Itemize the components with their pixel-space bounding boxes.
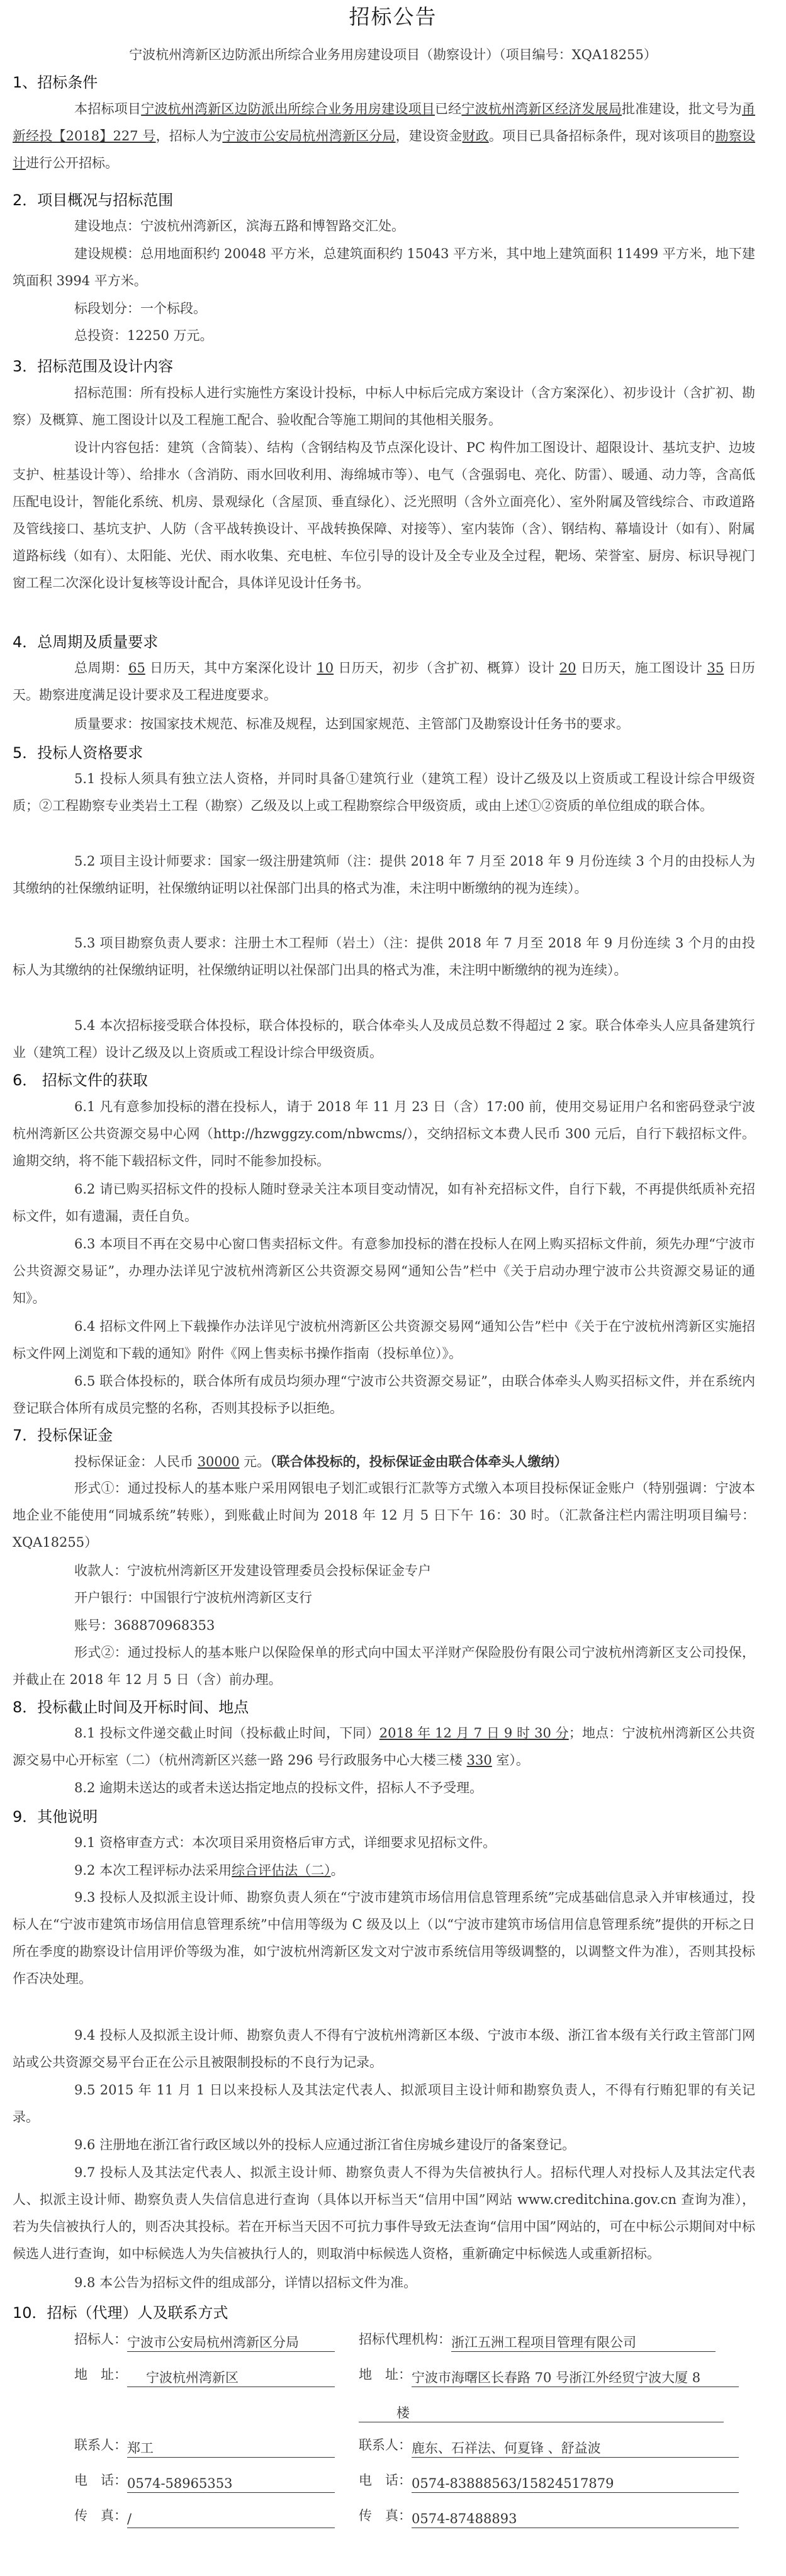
obtain-6-3: 6.3 本项目不再在交易中心窗口售卖招标文件。有意参加投标的潜在投标人在网上购买招标文件前，须先办理“宁波市公共资源交易证”，办理办法详见宁波杭州湾新区公共资源交易网“通知公告”栏中《关于启动办理宁波市公共资源交易证的通知》。	[13, 1236, 755, 1306]
opening-room: 330	[466, 1753, 492, 1768]
section-division: 标段划分：一个标段。	[74, 301, 206, 316]
bid-bond-account: 账号：368870968353	[74, 1618, 215, 1633]
section-7-heading: 7．投标保证金	[13, 1426, 113, 1444]
section-1-paragraph: 本招标项目宁波杭州湾新区边防派出所综合业务用房建设项目已经宁波杭州湾新区经济发展局批准建设，批文号为甬新经投【2018】227 号，招标人为宁波市公安局杭州湾新区分局，建设资金财政。项目已具备招标条件，现对该项目的勘察设计进行公开招标。	[13, 101, 756, 171]
section-9-heading: 9．其他说明	[13, 1808, 98, 1826]
note-9-3: 9.3 投标人及拟派主设计师、勘察负责人须在“宁波市建筑市场信用信息管理系统”完成基础信息录入并审核通过，投标人在“宁波市建筑市场信用信息管理系统”中信用等级为 C 级及以上（以“宁波市建筑市场信用信息管理系统”提供的开标之日所在季度的勘察设计信用评价等级为准，如宁波杭州湾新区发文对宁波市系统信用等级调整的，以调整文件为准），否则其投标作否决处理。	[13, 1890, 755, 1986]
tender-scope: 勘察设计	[13, 128, 756, 171]
period-preliminary: 20	[559, 660, 576, 675]
contact-tenderer-address: 地 址： 宁波杭州湾新区	[74, 2362, 335, 2387]
note-9-6: 9.6 注册地在浙江省行政区域以外的投标人应通过浙江省住房城乡建设厅的备案登记。	[74, 2137, 576, 2152]
note-9-7: 9.7 投标人及其法定代表人、拟派主设计师、勘察负责人不得为失信被执行人。招标代理人对投标人及其法定代表人、拟派主设计师、勘察负责人失信信息进行查询（具体以开标当天“信用中国”网站 www.creditchina.gov.cn 查询为准），若为失信被执行人的，则否决其投标。若在开标当天因不可抗力事件导致无法查询“信用中国”网站的，可在中标公示期间对中标候选人进行查询，如中标候选人为失信被执行人的，则取消中标候选人资格，重新确定中标候选人或重新招标。	[13, 2165, 755, 2261]
construction-location: 建设地点：宁波杭州湾新区，滨海五路和博智路交汇处。	[74, 218, 405, 234]
section-5-heading: 5．投标人资格要求	[13, 744, 143, 762]
obtain-6-5: 6.5 联合体投标的，联合体所有成员均须办理“宁波市公共资源交易证”，由联合体牵头人购买招标文件，并在系统内登记联合体所有成员完整的名称，否则其投标予以拒绝。	[13, 1374, 755, 1416]
contact-tenderer-fax: 传 真：/	[74, 2503, 335, 2528]
project-name: 宁波杭州湾新区边防派出所综合业务用房建设项目	[141, 101, 435, 116]
tenderer-phone-value: 0574-58965353	[127, 2475, 335, 2493]
contact-tenderer: 招标人：宁波市公安局杭州湾新区分局	[74, 2327, 335, 2352]
note-9-4: 9.4 投标人及拟派主设计师、勘察负责人不得有宁波杭州湾新区本级、宁波市本级、浙江省本级有关行政主管部门网站或公共资源交易平台正在公示且被限制投标的不良行为记录。	[13, 2028, 755, 2070]
contact-agency-fax: 传 真：0574-87488893	[359, 2503, 739, 2528]
period-construction: 35	[707, 660, 724, 675]
tender-scope-paragraph: 招标范围：所有投标人进行实施性方案设计投标，中标人中标后完成方案设计（含方案深化）、初步设计（含扩初、勘察）及概算、施工图设计以及工程施工配合、验收配合等施工期间的其他相关服务。	[13, 385, 755, 427]
agency-value: 浙江五洲工程项目管理有限公司	[451, 2334, 716, 2352]
qualification-5-3: 5.3 项目勘察负责人要求：注册土木工程师（岩土）（注：提供 2018 年 7 月至 2018 年 9 月份连续 3 个月的由投标人为其缴纳的社保缴纳证明，社保缴纳证明以社保部门出具的格式为准，未注明中断缴纳的视为连续）。	[13, 935, 755, 978]
approving-org: 宁波杭州湾新区经济发展局	[461, 101, 622, 116]
qualification-5-1: 5.1 投标人须具有独立法人资格，并同时具备①建筑行业（建筑工程）设计乙级及以上资质或工程设计综合甲级资质；②工程勘察专业类岩土工程（勘察）乙级及以上或工程勘察综合甲级资质，或由上述①②资质的单位组成的联合体。	[13, 771, 755, 813]
agency-address-value: 宁波市海曙区长春路 70 号浙江外经贸宁波大厦 8	[412, 2369, 739, 2387]
approval-number: 甬新经投【2018】227 号	[13, 101, 756, 144]
tenderer-person-value: 郑工	[127, 2439, 335, 2458]
design-content-paragraph: 设计内容包括：建筑（含简装）、结构（含钢结构及节点深化设计、PC 构件加工图设计、超限设计、基坑支护、边坡支护、桩基设计等）、给排水（含消防、雨水回收利用、海绵城市等）、电气（含强弱电、亮化、防雷）、暖通、动力等，含高低压配电设计，智能化系统、机房、景观绿化（含屋顶、垂直绿化）、泛光照明（含外立面亮化）、室外附属及管线综合、市政道路及管线接口、基坑支护、人防（含平战转换设计、平战转换保障、对接等）、室内装饰（含）、钢结构、幕墙设计（如有）、附属道路标线（如有）、太阳能、光伏、雨水收集、充电桩、车位引导的设计及全专业及全过程，靶场、荣誉室、厨房、标识导视门窗工程二次深化设计复核等设计配合，具体详见设计任务书。	[13, 440, 755, 590]
section-1-heading: 1、招标条件	[13, 74, 98, 91]
contact-agency-address: 地 址：宁波市海曙区长春路 70 号浙江外经贸宁波大厦 8	[359, 2362, 739, 2387]
tenderer-fax-value: /	[127, 2510, 335, 2528]
bid-bond-form-2: 形式②：通过投标人的基本账户以保险保单的形式向中国太平洋财产保险股份有限公司宁波杭州湾新区支公司投保，并截止在 2018 年 12 月 5 日（含）前办理。	[13, 1645, 755, 1687]
deadline-8-2: 8.2 逾期未送达的或者未送达指定地点的投标文件，招标人不予受理。	[74, 1780, 483, 1795]
section-4-heading: 4．总周期及质量要求	[13, 633, 159, 651]
construction-scale: 建设规模：总用地面积约 20048 平方米，总建筑面积约 15043 平方米，其中地上建筑面积 11499 平方米，地下建筑面积 3994 平方米。	[13, 246, 755, 288]
total-period-paragraph: 总周期：65 日历天，其中方案深化设计 10 日历天，初步（含扩初、概算）设计 20 日历天，施工图设计 35 日历天。勘察进度满足设计要求及工程进度要求。	[13, 660, 755, 703]
evaluation-method: 综合评估法（二）	[232, 1863, 331, 1878]
deadline-datetime: 2018 年 12 月 7 日 9 时 30 分	[379, 1726, 569, 1741]
bid-bond-bank: 开户银行：中国银行宁波杭州湾新区支行	[74, 1590, 312, 1605]
section-3-heading: 3．招标范围及设计内容	[13, 358, 174, 375]
tenderer-name: 宁波市公安局杭州湾新区分局	[222, 128, 396, 144]
total-investment: 总投资：12250 万元。	[74, 328, 213, 343]
bid-bond-amount: 投标保证金：人民币 30000 元。（联合体投标的，投标保证金由联合体牵头人缴纳）	[74, 1454, 568, 1469]
note-9-1: 9.1 资格审查方式：本次项目采用资格后审方式，详细要求见招标文件。	[74, 1835, 497, 1850]
bid-bond-payee: 收款人：宁波杭州湾新区开发建设管理委员会投标保证金专户	[74, 1563, 431, 1578]
deadline-8-1: 8.1 投标文件递交截止时间（投标截止时间，下同）2018 年 12 月 7 日 9 时 30 分；地点：宁波杭州湾新区公共资源交易中心开标室（二）（杭州湾新区兴慈一路 296 号行政服务中心大楼三楼 330 室）。	[13, 1726, 756, 1768]
obtain-6-1: 6.1 凡有意参加投标的潜在投标人，请于 2018 年 11 月 23 日（含）17:00 前，使用交易证用户名和密码登录宁波杭州湾新区公共资源交易中心网（http://hzwggzy.com/nbwcms/），交纳招标文本费人民币 300 元后，自行下载招标文件。逾期交纳，将不能下载招标文件，同时不能参加投标。	[13, 1099, 755, 1168]
bid-bond-note: （联合体投标的，投标保证金由联合体牵头人缴纳）	[270, 1454, 568, 1469]
note-9-5: 9.5 2015 年 11 月 1 日以来投标人及其法定代表人、拟派项目主设计师和勘察负责人，不得有行贿犯罪的有关记录。	[13, 2082, 755, 2125]
contact-agency-phone: 电 话：0574-83888563/15824517879	[359, 2468, 739, 2493]
document-subtitle: 宁波杭州湾新区边防派出所综合业务用房建设项目（勘察设计）（项目编号：XQA18255）	[129, 47, 657, 62]
section-10-heading: 10．招标（代理）人及联系方式	[13, 2304, 228, 2322]
agency-phone-value: 0574-83888563/15824517879	[412, 2475, 739, 2493]
contact-tenderer-phone: 电 话：0574-58965353	[74, 2468, 335, 2493]
note-9-2: 9.2 本次工程评标办法采用综合评估法（二）。	[74, 1863, 344, 1878]
section-8-heading: 8．投标截止时间及开标时间、地点	[13, 1698, 249, 1716]
section-6-heading: 6． 招标文件的获取	[13, 1071, 148, 1089]
section-2-heading: 2．项目概况与招标范围	[13, 191, 174, 209]
tenderer-address-value: 宁波杭州湾新区	[127, 2369, 335, 2387]
agency-person-value: 鹿东、石祥法、何夏锋 、舒益波	[412, 2439, 739, 2458]
contact-tenderer-person: 联系人：郑工	[74, 2432, 335, 2458]
document-title: 招标公告	[349, 4, 437, 29]
period-total: 65	[128, 660, 145, 675]
contact-agency-person: 联系人：鹿东、石祥法、何夏锋 、舒益波	[359, 2432, 739, 2458]
qualification-5-2: 5.2 项目主设计师要求：国家一级注册建筑师（注：提供 2018 年 7 月至 2018 年 9 月份连续 3 个月的由投标人为其缴纳的社保缴纳证明，社保缴纳证明以社保部门出具的格式为准，未注明中断缴纳的视为连续）。	[13, 854, 755, 896]
obtain-6-2: 6.2 请已购买招标文件的投标人随时登录关注本项目变动情况，如有补充招标文件，自行下载，不再提供纸质补充招标文件，如有遗漏，责任自负。	[13, 1182, 755, 1224]
qualification-5-4: 5.4 本次招标接受联合体投标，联合体投标的，联合体牵头人及成员总数不得超过 2 家。联合体牵头人应具备建筑行业（建筑工程）设计乙级及以上资质或工程设计综合甲级资质。	[13, 1018, 755, 1060]
period-scheme: 10	[317, 660, 334, 675]
bid-bond-value: 30000	[197, 1454, 240, 1469]
bid-bond-form-1: 形式①：通过投标人的基本账户采用网银电子划汇或银行汇款等方式缴入本项目投标保证金账户（特别强调：宁波本地企业不能使用“同城系统”转账），到账截止时间为 2018 年 12 月 5 日下午 16：30 时。（汇款备注栏内需注明项目编号：XQA18255）	[13, 1481, 755, 1550]
obtain-6-4: 6.4 招标文件网上下载操作办法详见宁波杭州湾新区公共资源交易网“通知公告”栏中《关于在宁波杭州湾新区实施招标文件网上浏览和下载的通知》附件《网上售卖标书操作指南（投标单位）》。	[13, 1319, 755, 1361]
agency-fax-value: 0574-87488893	[412, 2510, 739, 2528]
contact-agency: 招标代理机构：浙江五洲工程项目管理有限公司	[359, 2327, 716, 2352]
agency-address-cont-value: 楼	[359, 2404, 724, 2422]
fund-source: 财政	[462, 128, 489, 144]
contact-agency-address-cont	[359, 2397, 724, 2422]
quality-requirement: 质量要求：按国家技术规范、标准及规程，达到国家规范、主管部门及勘察设计任务书的要求。	[74, 716, 629, 732]
tenderer-value: 宁波市公安局杭州湾新区分局	[127, 2334, 335, 2352]
note-9-8: 9.8 本公告为招标文件的组成部分，详情以招标文件为准。	[74, 2275, 417, 2290]
